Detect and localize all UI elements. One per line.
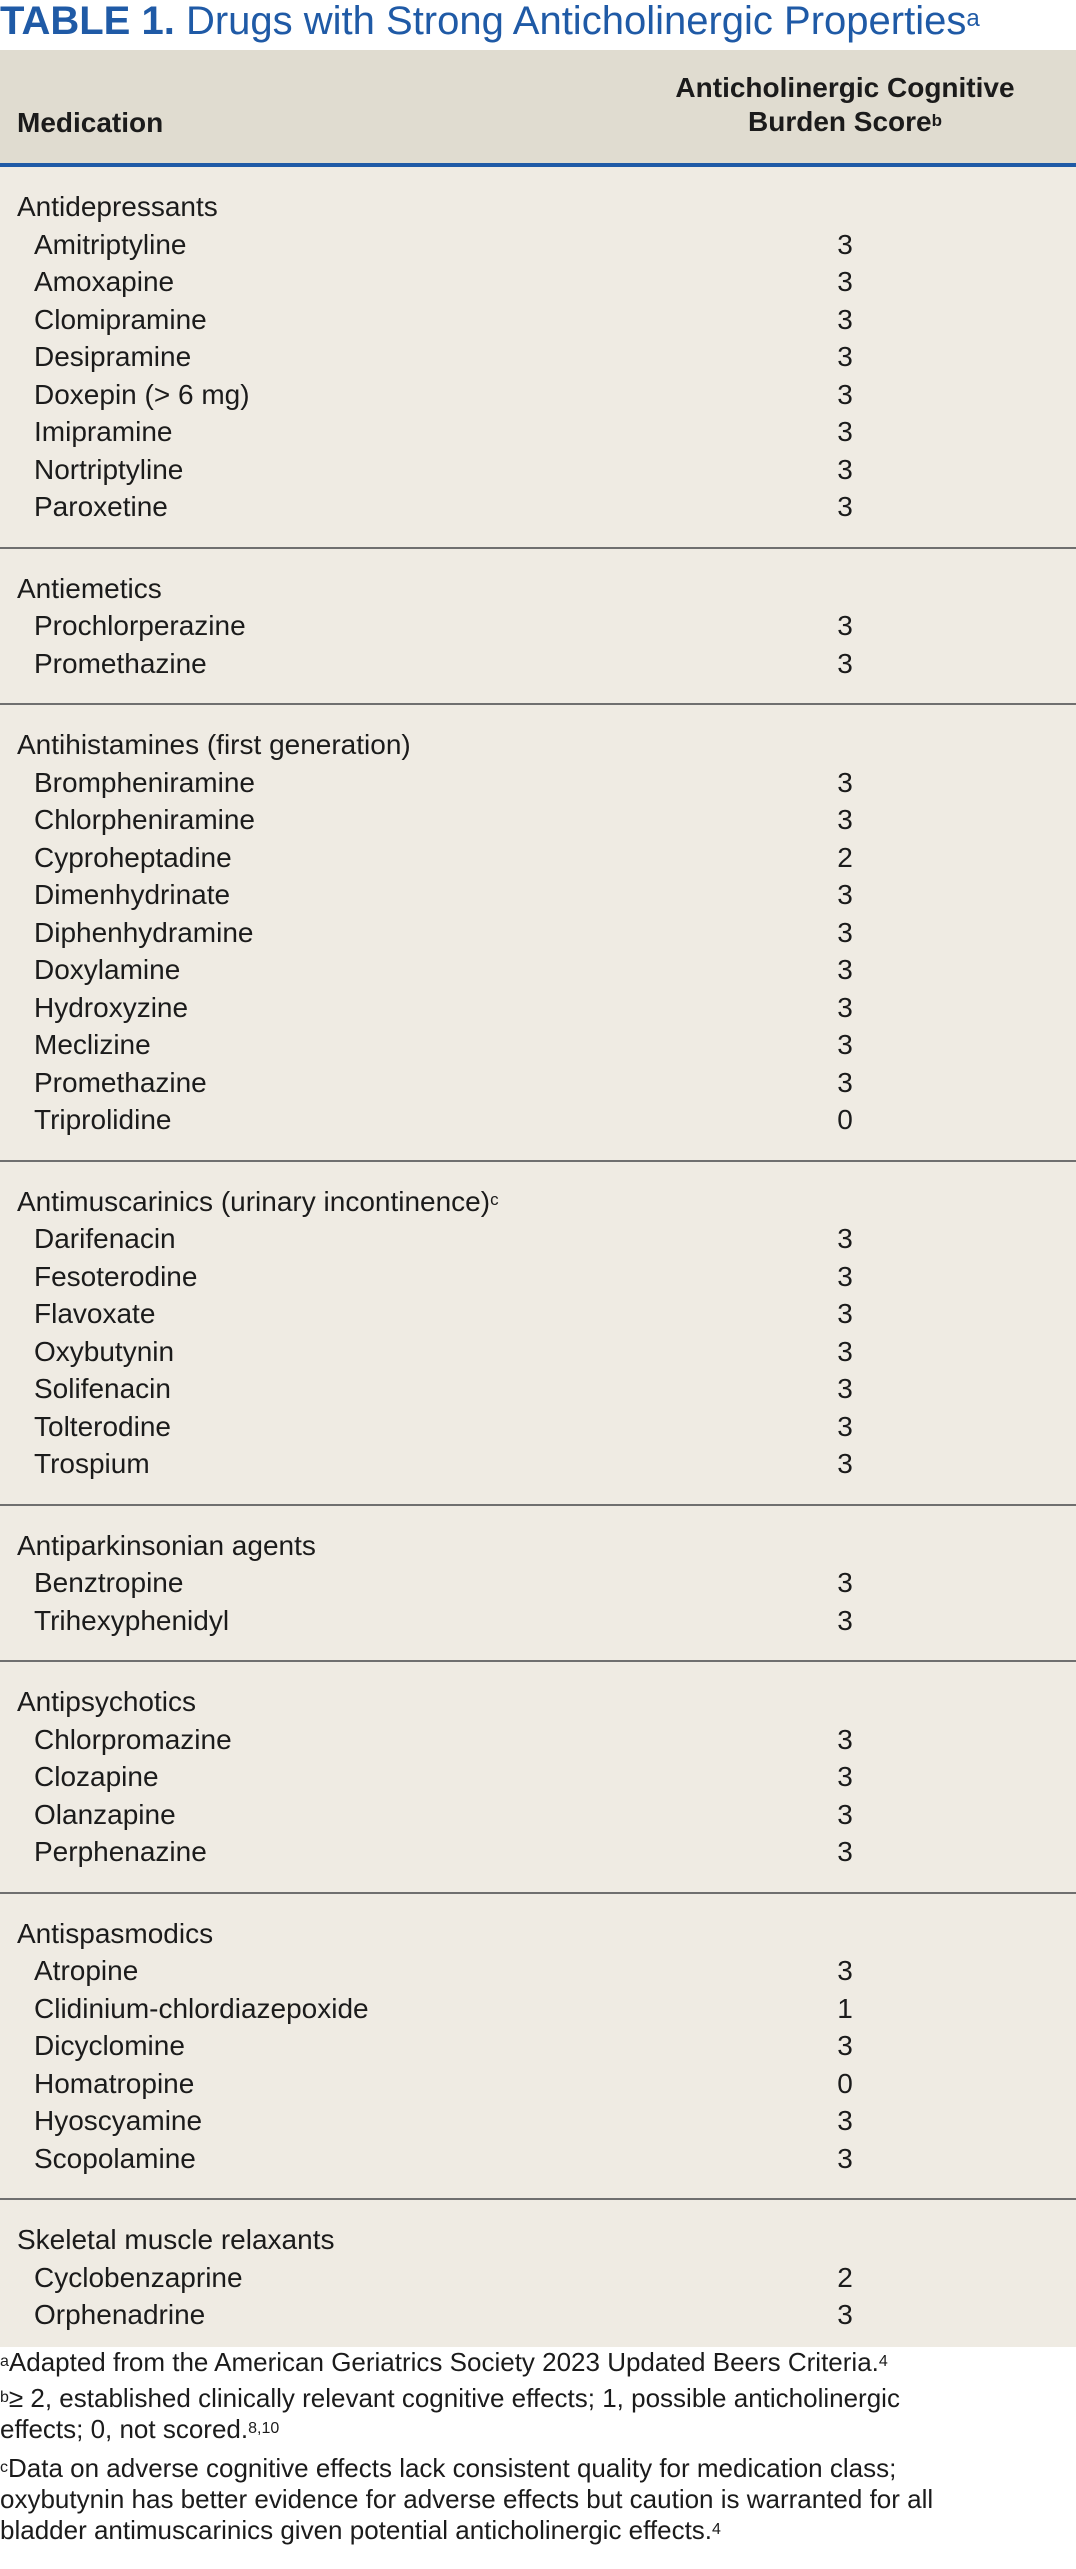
- burden-score: 3: [837, 2030, 853, 2061]
- category-footnote-mark: c: [490, 1189, 499, 1209]
- burden-score: 3: [837, 2299, 853, 2330]
- drug-class-group: [0, 1894, 1076, 2201]
- footnote-a: [0, 2347, 1070, 2378]
- table-row: [0, 1220, 1076, 1258]
- category-label: [17, 1915, 213, 1953]
- table-row: [0, 2296, 1076, 2334]
- burden-score: 3: [837, 1029, 853, 1060]
- category-row: [0, 1183, 1076, 1221]
- category-text: Antiemetics: [17, 572, 162, 604]
- drug-name: Chlorpheniramine: [34, 804, 256, 835]
- burden-score: 3: [837, 2142, 853, 2174]
- table-row: [0, 1445, 1076, 1483]
- drug-name: Meclizine: [34, 1029, 151, 1060]
- drug-name: Chlorpromazine: [34, 1723, 232, 1755]
- footnote-c-text-line3: bladder antimuscarinics given potential anticholinergic effects.: [0, 2515, 713, 2545]
- burden-score: 2: [837, 2261, 853, 2293]
- drug-class-group: [0, 705, 1076, 1162]
- footnote-b: [0, 2383, 1070, 2445]
- table-row: [0, 839, 1076, 877]
- drug-name: Promethazine: [34, 1066, 207, 1098]
- drug-class-group: [0, 1162, 1076, 1506]
- table-row: [0, 764, 1076, 802]
- burden-score: 3: [837, 1298, 853, 1329]
- footnote-c-text-line2: oxybutynin has better evidence for adverse effects but caution is warranted for all: [0, 2484, 934, 2514]
- drug-name: Nortriptyline: [34, 453, 184, 485]
- burden-score: 3: [837, 954, 853, 985]
- category-text: Antimuscarinics (urinary incontinence): [17, 1185, 491, 1217]
- burden-score: 3: [837, 228, 853, 260]
- burden-score: 3: [837, 916, 853, 948]
- category-label: [17, 188, 218, 226]
- drug-name: Doxepin (> 6 mg): [34, 378, 250, 410]
- table-row: [0, 1990, 1076, 2028]
- category-label: [17, 726, 411, 764]
- drug-name: Dicyclomine: [34, 2030, 185, 2061]
- burden-score: 3: [837, 266, 853, 297]
- drug-name: Fesoterodine: [34, 1260, 198, 1292]
- table-row: [0, 1333, 1076, 1371]
- table-title-text: Drugs with Strong Anticholinergic Properties: [185, 0, 967, 43]
- burden-score: 3: [837, 491, 853, 522]
- table-row: [0, 376, 1076, 414]
- drug-name: Olanzapine: [34, 1798, 176, 1830]
- footnote-a-mark: a: [0, 2353, 9, 2370]
- burden-score: 3: [837, 610, 853, 641]
- column-header-medication: Medication: [17, 107, 164, 138]
- category-row: [0, 1527, 1076, 1565]
- table-row: [0, 1833, 1076, 1871]
- drug-class-group: [0, 1662, 1076, 1894]
- table-row: [0, 338, 1076, 376]
- footnote-b-text-line1: ≥ 2, established clinically relevant cognitive effects; 1, possible anticholinergic: [8, 2383, 900, 2413]
- drug-name: Oxybutynin: [34, 1335, 175, 1367]
- burden-score: 3: [837, 341, 853, 372]
- category-text: Antiparkinsonian agents: [17, 1529, 316, 1561]
- footnote-c-mark: c: [0, 2459, 8, 2476]
- category-label: [17, 1527, 316, 1565]
- drug-class-group: [0, 2200, 1076, 2357]
- category-row: [0, 1683, 1076, 1721]
- drug-name: Diphenhydramine: [34, 916, 254, 948]
- table-row: [0, 1564, 1076, 1602]
- drug-name: Clidinium-chlordiazepoxide: [34, 1992, 369, 2024]
- footnote-b-mark: b: [0, 2389, 9, 2406]
- burden-score: 3: [837, 1335, 853, 1367]
- burden-score: 3: [837, 1410, 853, 1442]
- category-row: [0, 1915, 1076, 1953]
- footnote-c-ref: 4: [712, 2521, 721, 2538]
- category-row: [0, 726, 1076, 764]
- drug-name: Imipramine: [34, 416, 173, 447]
- table-row: [0, 2027, 1076, 2065]
- drug-class-group: [0, 549, 1076, 706]
- table-body: [0, 167, 1076, 2347]
- drug-name: Clomipramine: [34, 303, 207, 335]
- burden-score: 3: [837, 1260, 853, 1292]
- burden-score: 3: [837, 303, 853, 335]
- burden-score: 2: [837, 841, 853, 873]
- burden-score: 3: [837, 453, 853, 485]
- burden-score: 3: [837, 1567, 853, 1598]
- drug-name: Dimenhydrinate: [34, 879, 231, 910]
- table-row: [0, 451, 1076, 489]
- burden-score: 3: [837, 647, 853, 679]
- category-label: [17, 1183, 499, 1221]
- burden-score: 1: [837, 1992, 853, 2024]
- table-row: [0, 1952, 1076, 1990]
- category-row: [0, 570, 1076, 608]
- drug-name: Perphenazine: [34, 1836, 207, 1867]
- drug-name: Paroxetine: [34, 491, 168, 522]
- column-header-score-line2: Burden Score: [748, 106, 932, 137]
- footnote-a-text: Adapted from the American Geriatrics Society 2023 Updated Beers Criteria.: [8, 2347, 879, 2377]
- footnote-c-text-line1: Data on adverse cognitive effects lack consistent quality for medication class;: [8, 2453, 897, 2483]
- burden-score: 3: [837, 991, 853, 1023]
- table-row: [0, 2065, 1076, 2103]
- footnote-b-ref: 8,10: [248, 2420, 280, 2437]
- footnote-c: [0, 2453, 1070, 2546]
- table-row: [0, 1408, 1076, 1446]
- burden-score: 3: [837, 1798, 853, 1830]
- category-text: Antidepressants: [17, 191, 218, 222]
- table-row: [0, 413, 1076, 451]
- table-row: [0, 1721, 1076, 1759]
- category-text: Antipsychotics: [17, 1686, 196, 1717]
- category-text: Antihistamines (first generation): [17, 729, 411, 760]
- drug-name: Cyproheptadine: [34, 841, 232, 873]
- table-number: TABLE 1.: [0, 0, 175, 43]
- table-row: [0, 226, 1076, 264]
- drug-name: Darifenacin: [34, 1223, 176, 1254]
- drug-name: Cyclobenzaprine: [34, 2261, 243, 2293]
- category-label: [17, 570, 162, 608]
- table-row: [0, 1026, 1076, 1064]
- table-row: [0, 645, 1076, 683]
- drug-name: Doxylamine: [34, 954, 181, 985]
- drug-name: Atropine: [34, 1955, 139, 1986]
- table-row: [0, 301, 1076, 339]
- burden-score: 3: [837, 1761, 853, 1792]
- table-row: [0, 801, 1076, 839]
- burden-score: 3: [837, 1955, 853, 1986]
- table-row: [0, 951, 1076, 989]
- category-label: [17, 2221, 334, 2259]
- burden-score: 3: [837, 1066, 853, 1098]
- burden-score: 3: [837, 804, 853, 835]
- table-row: [0, 1758, 1076, 1796]
- table-title: [0, 0, 1076, 50]
- drug-name: Desipramine: [34, 341, 192, 372]
- drug-name: Scopolamine: [34, 2142, 196, 2174]
- column-header-score: [640, 71, 1050, 139]
- footnote-a-ref: 4: [878, 2353, 888, 2370]
- drug-name: Hyoscyamine: [34, 2105, 203, 2136]
- drug-name: Benztropine: [34, 1567, 184, 1598]
- drug-name: Promethazine: [34, 647, 207, 679]
- table-header: [0, 50, 1076, 167]
- category-text: Antispasmodics: [17, 1917, 214, 1949]
- category-label: [17, 1683, 196, 1721]
- burden-score: 3: [837, 378, 853, 410]
- table-row: [0, 914, 1076, 952]
- burden-score: 3: [837, 1604, 853, 1636]
- burden-score: 3: [837, 1223, 853, 1254]
- drug-name: Trihexyphenidyl: [34, 1604, 230, 1636]
- burden-score: 3: [837, 879, 853, 910]
- drug-name: Tolterodine: [34, 1410, 171, 1442]
- category-text: Skeletal muscle relaxants: [17, 2224, 335, 2255]
- title-footnote-mark: a: [966, 5, 980, 32]
- table-row: [0, 607, 1076, 645]
- burden-score: 3: [837, 1836, 853, 1867]
- table-row: [0, 989, 1076, 1027]
- column-header-score-mark: b: [931, 111, 942, 130]
- table-row: [0, 2140, 1076, 2178]
- burden-score: 3: [837, 2105, 853, 2136]
- burden-score: 3: [837, 1373, 853, 1404]
- burden-score: 3: [837, 416, 853, 447]
- table-row: [0, 1370, 1076, 1408]
- column-header-score-line1: Anticholinergic Cognitive: [675, 72, 1015, 103]
- drug-name: Orphenadrine: [34, 2299, 206, 2330]
- drug-name: Hydroxyzine: [34, 991, 189, 1023]
- drug-name: Prochlorperazine: [34, 610, 246, 641]
- table-row: [0, 263, 1076, 301]
- footnote-b-text-line2: effects; 0, not scored.: [0, 2414, 249, 2444]
- table-row: [0, 876, 1076, 914]
- category-row: [0, 188, 1076, 226]
- table-row: [0, 1295, 1076, 1333]
- burden-score: 3: [837, 1723, 853, 1755]
- drug-name: Flavoxate: [34, 1298, 156, 1329]
- table-row: [0, 1064, 1076, 1102]
- drug-name: Clozapine: [34, 1761, 159, 1792]
- drug-name: Brompheniramine: [34, 766, 255, 798]
- table-row: [0, 2259, 1076, 2297]
- table-row: [0, 2102, 1076, 2140]
- burden-score: 0: [837, 1104, 853, 1135]
- table-row: [0, 488, 1076, 526]
- table-row: [0, 1258, 1076, 1296]
- drug-name: Trospium: [34, 1448, 150, 1479]
- table-row: [0, 1101, 1076, 1139]
- burden-score: 3: [837, 1448, 853, 1479]
- table-row: [0, 1602, 1076, 1640]
- drug-class-group: [0, 167, 1076, 549]
- drug-name: Triprolidine: [34, 1104, 172, 1135]
- table-row: [0, 1796, 1076, 1834]
- burden-score: 0: [837, 2067, 853, 2099]
- drug-name: Amoxapine: [34, 266, 175, 297]
- category-row: [0, 2221, 1076, 2259]
- drug-name: Homatropine: [34, 2067, 195, 2099]
- burden-score: 3: [837, 766, 853, 798]
- drug-class-group: [0, 1506, 1076, 1663]
- drug-name: Amitriptyline: [34, 228, 187, 260]
- drug-name: Solifenacin: [34, 1373, 171, 1404]
